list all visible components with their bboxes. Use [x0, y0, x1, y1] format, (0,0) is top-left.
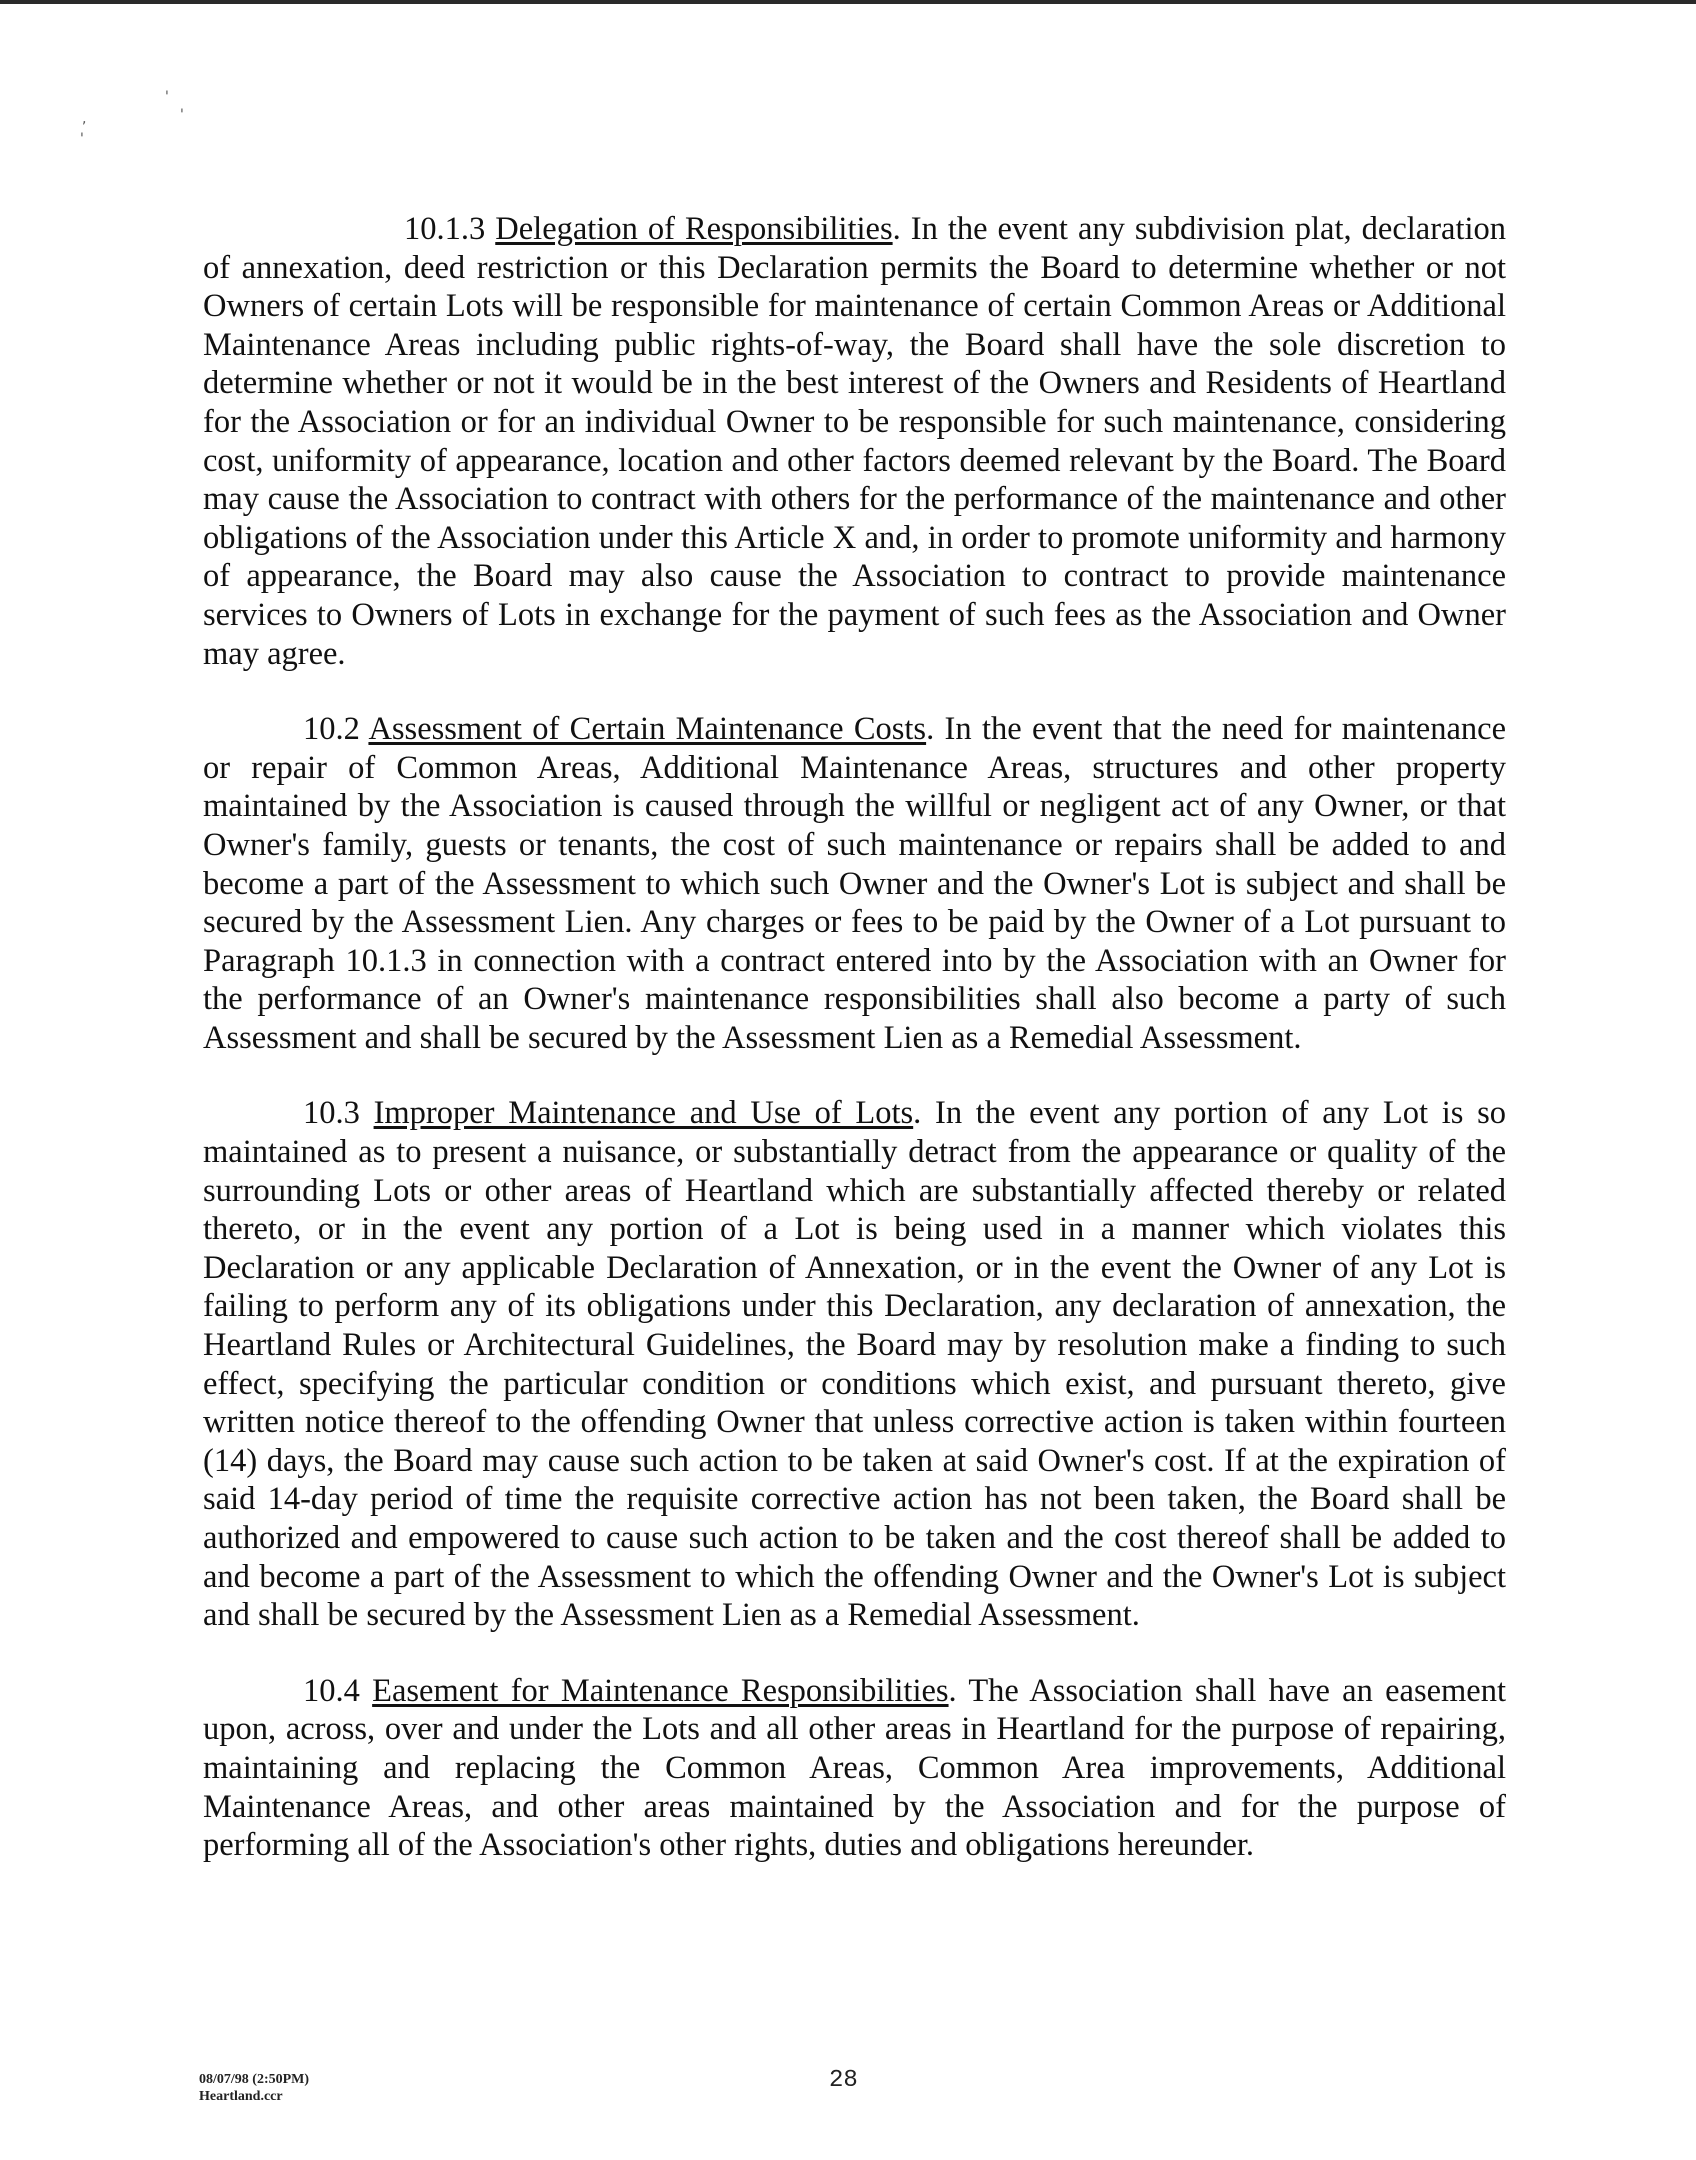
- paragraph-10-4: [203, 1672, 1506, 1865]
- section-body: . In the event that the need for maintenance or repair of Common Areas, Additional Maintenance Areas, structures and other property maintained by the Association is caused through the willful or negligent act of any Owner, or that Owner's family, guests or tenants, the cost of such maintenance or repairs shall be added to and become a part of the Assessment to which such Owner and the Owner's Lot is subject and shall be secured by the Assessment Lien. Any charges or fees to be paid by the Owner of a Lot pursuant to Paragraph 10.1.3 in connection with a contract entered into by the Association with an Owner for the performance of an Owner's maintenance responsibilities shall also become a party of such Assessment and shall be secured by the Assessment Lien as a Remedial Assessment.: [203, 711, 1506, 1056]
- section-heading: Assessment of Certain Maintenance Costs: [368, 711, 927, 748]
- scan-artifact-mark: ': [80, 131, 84, 147]
- document-body: [203, 210, 1506, 1902]
- footer-file-info: [199, 2071, 309, 2105]
- paragraph-10-1-3: [203, 210, 1506, 673]
- scan-artifact-mark: ': [180, 107, 184, 123]
- section-body: . In the event any subdivision plat, declaration of annexation, deed restriction or this Declaration permits the Board to determine whether or not Owners of certain Lots will be responsible for maintenance of certain Common Areas or Additional Maintenance Areas including public rights-of-way, the Board shall have the sole discretion to determine whether or not it would be in the best interest of the Owners and Residents of Heartland for the Association or for an individual Owner to be responsible for such maintenance, considering cost, uniformity of appearance, location and other factors deemed relevant by the Board. The Board may cause the Association to contract with others for the performance of the maintenance and other obligations of the Association under this Article X and, in order to promote uniformity and harmony of appearance, the Board may also cause the Association to contract to provide maintenance services to Owners of Lots in exchange for the payment of such fees as the Association and Owner may agree.: [203, 211, 1507, 672]
- section-body: . In the event any portion of any Lot is so maintained as to present a nuisance, or substantially detract from the appearance or quality of the surrounding Lots or other areas of Heartland which are substantially affected thereby or related thereto, or in the event any portion of a Lot is being used in a manner which violates this Declaration or any applicable Declaration of Annexation, or in the event the Owner of any Lot is failing to perform any of its obligations under this Declaration, any declaration of annexation, the Heartland Rules or Architectural Guidelines, the Board may by resolution make a finding to such effect, specifying the particular condition or conditions which exist, and pursuant thereto, give written notice thereof to the offending Owner that unless corrective action is taken within fourteen (14) days, the Board may cause such action to be taken at said Owner's cost. If at the expiration of said 14-day period of time the requisite corrective action has not been taken, the Board shall be authorized and empowered to cause such action to be taken and the cost thereof shall be added to and become a part of the Assessment to which the offending Owner and the Owner's Lot is subject and shall be secured by the Assessment Lien as a Remedial Assessment.: [203, 1095, 1506, 1634]
- section-heading: Easement for Maintenance Responsibilities: [372, 1672, 949, 1709]
- footer-timestamp: 08/07/98 (2:50PM): [199, 2072, 310, 2087]
- paragraph-10-3: [203, 1094, 1506, 1634]
- section-number: 10.2: [303, 711, 360, 748]
- section-number: 10.4: [303, 1672, 360, 1709]
- footer-filename: Heartland.ccr: [199, 2089, 283, 2104]
- section-number: 10.1.3: [404, 211, 486, 247]
- section-number: 10.3: [303, 1095, 360, 1132]
- section-heading: Improper Maintenance and Use of Lots: [373, 1095, 914, 1132]
- section-body: . The Association shall have an easement upon, across, over and under the Lots and all other areas in Heartland for the purpose of repairing, maintaining and replacing the Common Areas, Common Area improvements, Additional Maintenance Areas, and other areas maintained by the Association and for the purpose of performing all of the Association's other rights, duties and obligations hereunder.: [203, 1672, 1507, 1864]
- scan-top-edge: [0, 0, 1696, 4]
- page-number: 28: [829, 2067, 858, 2094]
- section-heading: Delegation of Responsibilities: [495, 211, 893, 247]
- scan-artifact-mark: ': [165, 89, 169, 105]
- scan-artifact-mark: ,: [82, 111, 87, 127]
- paragraph-10-2: [203, 710, 1506, 1057]
